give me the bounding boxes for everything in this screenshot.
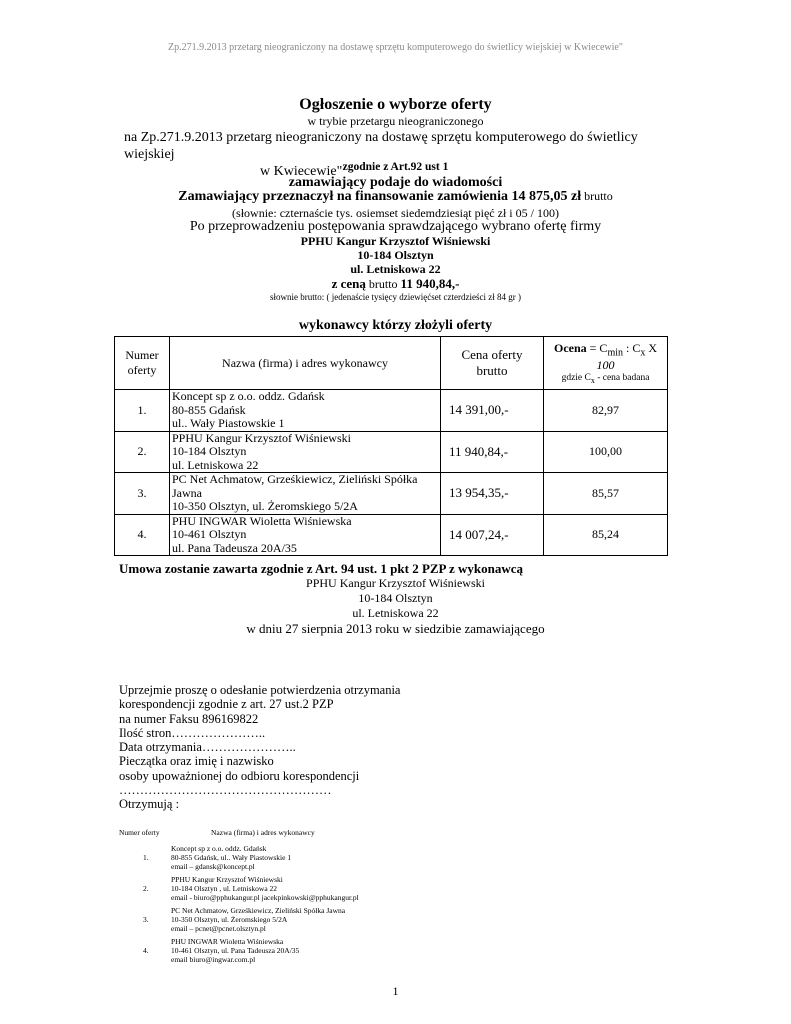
subject-line-1: na Zp.271.9.2013 przetarg nieograniczony na dostawę sprzętu komputerowego do świetlicy wiejskiej (124, 130, 638, 162)
list-item (119, 937, 419, 964)
recipient-line: 10-350 Olsztyn, ul. Żeromskiego 5/2A (171, 915, 288, 924)
offer-price: 11 940,84,- (441, 431, 544, 473)
formula-part: X (645, 340, 658, 355)
header-num-line1: Numer (125, 348, 159, 362)
confirmation-request (119, 683, 400, 812)
offers-table (114, 336, 668, 556)
contractor-line: Koncept sp z o.o. oddz. Gdańsk (172, 389, 325, 403)
recipient-line: email – gdansk@koncept.pl (171, 862, 255, 871)
request-line: Pieczątka oraz imię i nazwisko (119, 754, 274, 769)
recipient-line: 10-184 Olsztyn , ul. Letniskowa 22 (171, 884, 278, 893)
note-part: - cena badana (594, 373, 650, 384)
table-title: wykonawcy którzy złożyli oferty (298, 318, 493, 333)
winner-city: 10-184 Olsztyn (357, 248, 434, 262)
price-gross: brutto (365, 277, 401, 291)
selection-intro: Po przeprowadzeniu postępowania sprawdzającego wybrano ofertę firmy (189, 219, 602, 234)
contract-heading: Umowa zostanie zawarta zgodnie z Art. 94 ust. 1 pkt 2 PZP z wykonawcą (119, 561, 524, 576)
formula-sub-min: min (607, 347, 623, 359)
recipients-head-num: Numer oferty (119, 828, 160, 837)
contractor-cell (170, 473, 441, 515)
recipient-line: Koncept sp z o.o. oddz. Gdańsk (171, 844, 267, 853)
contractor-line: ul. Letniskowa 22 (172, 457, 259, 472)
contract-date: w dniu 27 sierpnia 2013 roku w siedzibie zamawiającego (246, 621, 545, 636)
price-value: 11 940,84,- (400, 276, 460, 291)
table-row (115, 431, 668, 473)
request-line: korespondencji zgodnie z art. 27 ust.2 PZP (119, 697, 334, 712)
offer-price: 14 391,00,- (441, 390, 544, 432)
contract-street: ul. Letniskowa 22 (352, 606, 439, 620)
contractor-line: 10-350 Olsztyn, ul. Żeromskiego 5/2A (172, 499, 358, 513)
recipient-num: 4. (143, 946, 149, 955)
budget-amount: Zamawiający przeznaczył na finansowanie zamówienia 14 875,05 zł (178, 189, 582, 204)
announcement: zamawiający podaje do wiadomości (288, 175, 503, 190)
score-formula (554, 341, 657, 372)
header-price-line1: Cena oferty (461, 347, 523, 362)
contract-city: 10-184 Olsztyn (358, 591, 433, 605)
formula-sub-x: x (640, 347, 646, 359)
header-price-line2: brutto (476, 363, 508, 378)
contractor-line: 10-184 Olsztyn (172, 444, 247, 458)
recipient-line: PPHU Kangur Krzysztof Wiśniewski (171, 875, 283, 884)
budget-words: (słownie: czternaście tys. osiemset siedemdziesiąt pięć zł i 05 / 100) (232, 206, 559, 220)
contractor-line: PC Net Achmatow, Grześkiewicz, Zieliński Spółka (172, 472, 418, 486)
winner-name: PPHU Kangur Krzysztof Wiśniewski (300, 234, 491, 248)
recipient-line: PHU INGWAR Wioletta Wiśniewska (171, 937, 284, 946)
offer-number: 1. (115, 390, 170, 432)
recipients-list (119, 828, 419, 968)
offer-score: 82,97 (544, 390, 668, 432)
table-row (115, 473, 668, 515)
recipient-line: PC Net Achmatow, Grześkiewicz, Zieliński Spółka Jawna (171, 906, 346, 915)
contractor-line: ul. Pana Tadeusza 20A/35 (172, 540, 297, 555)
offer-number: 2. (115, 431, 170, 473)
table-row (115, 390, 668, 432)
table-header-row (115, 337, 668, 390)
offer-number: 3. (115, 473, 170, 515)
contractor-cell (170, 431, 441, 473)
page-number: 1 (392, 984, 399, 998)
request-line: Data otrzymania………………….. (119, 740, 296, 755)
procedure-mode: w trybie przetargu nieograniczonego (307, 114, 484, 128)
recipient-line: email – pcnet@pcnet.olsztyn.pl (171, 924, 266, 933)
contract-name: PPHU Kangur Krzysztof Wiśniewski (306, 576, 485, 590)
offer-number: 4. (115, 514, 170, 556)
contractor-line: ul.. Wały Piastowskie 1 (172, 416, 285, 430)
request-line: Ilość stron………………….. (119, 725, 266, 740)
contractor-line: Jawna (172, 485, 202, 500)
winner-street: ul. Letniskowa 22 (350, 262, 441, 276)
recipients-header (119, 828, 419, 842)
contractor-line: 10-461 Olsztyn (172, 527, 247, 541)
price-words: słownie brutto: ( jedenaście tysięcy dziewięćset czterdzieści zł 84 gr ) (270, 292, 521, 302)
recipient-num: 2. (143, 884, 149, 893)
list-item (119, 875, 419, 902)
score-note (544, 373, 667, 385)
price-label: z ceną (331, 276, 366, 291)
contractor-cell (170, 390, 441, 432)
offer-score: 100,00 (544, 431, 668, 473)
contractor-line: 80-855 Gdańsk (172, 402, 246, 417)
request-line: Otrzymują : (119, 797, 180, 812)
legal-basis: zgodnie z Art.92 ust 1 (342, 161, 449, 173)
note-part: gdzie C (561, 373, 591, 384)
budget-suffix: brutto (581, 189, 613, 203)
table-row (115, 514, 668, 556)
list-item (119, 844, 419, 871)
request-line: na numer Faksu 896169822 (119, 711, 259, 726)
recipient-line: 10-461 Olsztyn, ul. Pana Tadeusza 20A/35 (171, 946, 300, 955)
offer-price: 13 954,35,- (441, 473, 544, 515)
contractor-cell (170, 514, 441, 556)
header-score (544, 337, 668, 390)
header-price (441, 337, 544, 390)
recipient-num: 3. (143, 915, 149, 924)
winner-price (0, 276, 791, 292)
request-line: osoby upoważnionej do odbioru korespondencji (119, 768, 360, 783)
header-offer-number (115, 337, 170, 390)
list-item (119, 906, 419, 933)
offer-price: 14 007,24,- (441, 514, 544, 556)
offer-score: 85,24 (544, 514, 668, 556)
subject-line-2: w Kwiecewie" (260, 164, 343, 179)
note-sub: x (590, 376, 595, 386)
offer-score: 85,57 (544, 473, 668, 515)
page-title: Ogłoszenie o wyborze oferty (299, 96, 492, 113)
recipient-num: 1. (143, 853, 149, 862)
request-line: …………………………………………… (119, 783, 332, 798)
score-label: Ocena (553, 340, 587, 355)
contractor-line: PPHU Kangur Krzysztof Wiśniewski (172, 430, 351, 445)
recipient-line: email biuro@ingwar.com.pl (171, 955, 256, 964)
contractor-line: PHU INGWAR Wioletta Wiśniewska (172, 513, 352, 528)
header-contractor: Nazwa (firma) i adres wykonawcy (170, 337, 441, 390)
recipient-line: email - biuro@pphukangur.pl jacekpinkowski@pphukangur.pl (171, 893, 359, 902)
request-line: Uprzejmie proszę o odesłanie potwierdzenia otrzymania (119, 683, 401, 697)
budget-line (0, 189, 791, 205)
recipients-head-name: Nazwa (firma) i adres wykonawcy (211, 828, 315, 837)
formula-part: = C (586, 340, 608, 355)
running-header: Zp.271.9.2013 przetarg nieograniczony na dostawę sprzętu komputerowego do świetlicy wiejskiej w Kwiecewie" (168, 42, 623, 53)
recipient-line: 80-855 Gdańsk, ul.. Wały Piastowskie 1 (171, 853, 292, 862)
formula-part: : C (623, 340, 641, 355)
header-num-line2: oferty (127, 363, 157, 377)
formula-hundred: 100 (596, 358, 615, 373)
